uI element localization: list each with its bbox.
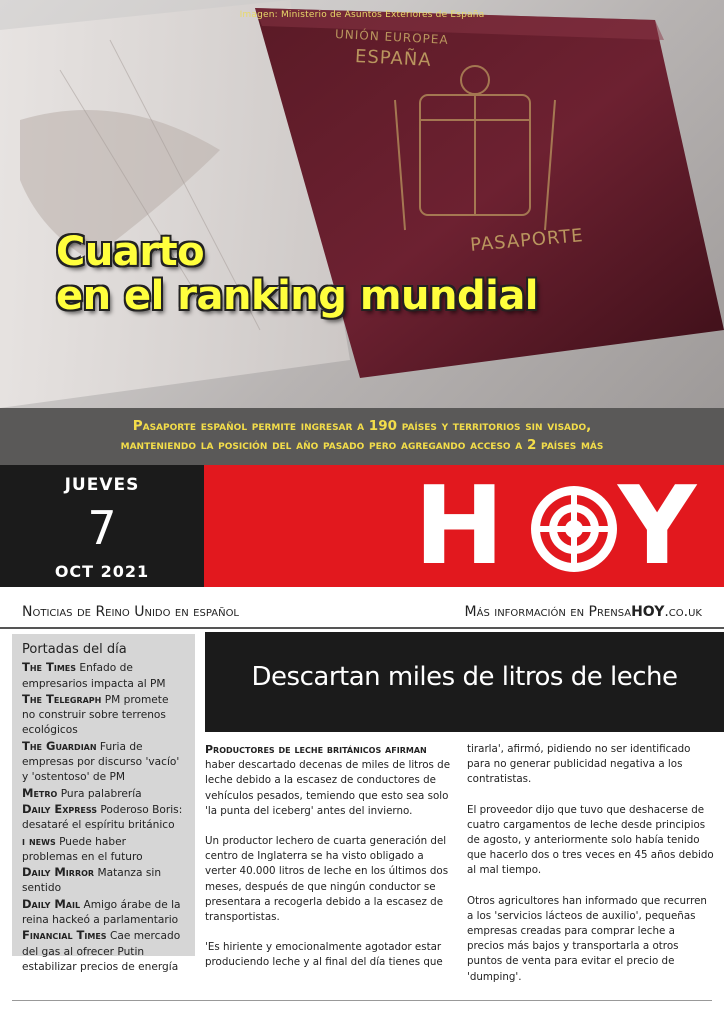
date-month-year: OCT 2021 (54, 562, 150, 581)
newspaper-headline: Amigo árabe de la reina hackeó a parlamentario (22, 898, 181, 927)
tagline-left: Noticias de Reino Unido en español (22, 604, 240, 620)
list-item (22, 692, 185, 739)
date-day-number: 7 (87, 501, 117, 555)
newspaper-name: Daily Express (22, 801, 98, 816)
newspaper-name: Daily Mirror (22, 865, 95, 880)
newspaper-headline: Pura palabrería (57, 787, 142, 800)
list-item (22, 897, 185, 929)
list-item (22, 834, 185, 866)
list-item (22, 928, 185, 975)
subheadline-line-2: manteniendo la posición del año pasado pero agregando acceso a 2 países más (120, 437, 604, 453)
date-weekday: JUEVES (64, 475, 140, 495)
article-paragraph (205, 742, 453, 819)
article-lead-in: Productores de leche británicos afirman (205, 743, 427, 756)
article-paragraph: Un productor lechero de cuarta generación del centro de Inglaterra se ha visto obligado a verter 40.000 litros de leche en los últimos dos meses, después de que ningún conductor se presentara a recogerla debido a la escasez de transportistas. (205, 835, 449, 924)
website-brand: HOY (631, 604, 665, 620)
newspaper-name: Metro (22, 785, 58, 800)
subheadline-line-1: Pasaporte español permite ingresar a 190 países y territorios sin visado, (132, 418, 592, 434)
newspaper-headline: PM promete no construir sobre terrenos ecológicos (22, 693, 169, 737)
website-link[interactable] (465, 604, 702, 620)
divider-bottom (12, 1000, 712, 1001)
hero-headline-line-2: en el ranking mundial (56, 273, 539, 319)
website-suffix: .co.uk (664, 604, 702, 620)
list-item (22, 786, 185, 802)
article-paragraph: 'Es hiriente y emocionalmente agotador estar produciendo leche y al final del día tienes que (205, 941, 443, 969)
hero-image (0, 0, 724, 408)
website-prefix: Más información en Prensa (464, 604, 632, 620)
article-column-2 (467, 742, 715, 1000)
passport-country-text: ESPAÑA (354, 46, 433, 71)
sidebar-title: Portadas del día (22, 642, 127, 657)
newspaper-name: The Times (22, 660, 77, 675)
hero-headline (56, 230, 538, 318)
list-item (22, 865, 185, 897)
divider-top (0, 627, 724, 629)
article-paragraph: El proveedor dijo que tuvo que deshacerse de cuatro cargamentos de leche desde principios de agosto, y anteriormente solo había tenido que hacerlo dos o tres veces en 45 años debido al mal tiempo. (467, 803, 714, 877)
front-pages-sidebar (12, 634, 195, 973)
subheadline-banner (0, 408, 724, 465)
photo-credit: Imagen: Ministerio de Asuntos Exteriores de España (239, 10, 485, 20)
article-paragraph: Otros agricultores han informado que recurren a los 'servicios lácteos de auxilio', pequeñas empresas creadas para comprar leche a precios más bajos y transportarla a otros puntos de venta para evitar el precio de 'dumping'. (467, 894, 707, 983)
article-title-bar (205, 632, 724, 732)
newspaper-headline: Furia de empresas por discurso 'vacío' y 'ostentoso' de PM (22, 740, 180, 784)
article-column-1 (205, 742, 453, 986)
article-paragraph-text: haber descartado decenas de miles de litros de leche debido a la escasez de conductores de vehículos pesados, temiendo que esto sea solo 'la punta del iceberg' antes del invierno. (205, 759, 451, 817)
masthead-letter-y: Y (618, 464, 697, 589)
list-item (22, 739, 185, 786)
date-box (0, 465, 204, 587)
newspaper-headline: Enfado de empresarios impacta al PM (22, 662, 166, 690)
list-item (22, 660, 185, 692)
newspaper-headline: Matanza sin sentido (22, 867, 162, 895)
article-paragraph: tirarla', afirmó, pidiendo no ser identificado para no generar publicidad negativa a los contratistas. (467, 743, 691, 786)
list-item (22, 802, 185, 834)
tagline-row (0, 598, 724, 624)
hero-headline-line-1: Cuarto (56, 229, 205, 275)
article-title: Descartan miles de litros de leche (251, 662, 678, 692)
passport-union-text: UNIÓN EUROPEA (334, 27, 450, 47)
masthead-hoy (204, 465, 724, 587)
newspaper-headline: Puede haber problemas en el futuro (22, 835, 143, 863)
newspaper-headline: Poderoso Boris: desataré el espíritu británico (22, 803, 183, 832)
masthead-letter-h: H (414, 464, 505, 589)
newspaper-name: The Telegraph (22, 691, 102, 706)
target-logo-icon (530, 485, 618, 573)
passport-label-text: PASAPORTE (469, 225, 585, 256)
newspaper-name: The Guardian (22, 738, 97, 753)
newspaper-name: Daily Mail (22, 896, 81, 911)
newspaper-headline: Cae mercado del gas al ofrecer Putin estabilizar precios de energía (22, 930, 181, 973)
newspaper-name: i news (22, 833, 56, 848)
newspaper-name: Financial Times (22, 928, 107, 943)
article-body (205, 742, 715, 983)
